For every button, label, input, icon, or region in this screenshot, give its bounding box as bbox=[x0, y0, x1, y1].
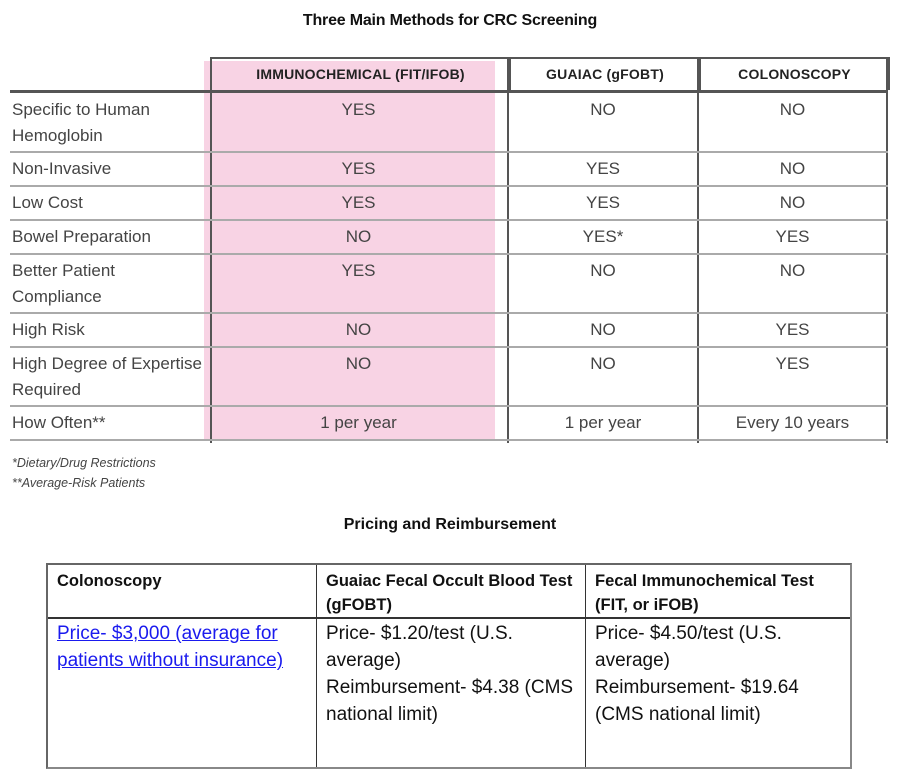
footnote-dietary: *Dietary/Drug Restrictions bbox=[12, 456, 156, 470]
cell-colonoscopy: YES bbox=[775, 320, 810, 339]
table-row bbox=[10, 314, 888, 348]
gfobt-reimbursement: Reimbursement- $4.38 (CMS national limit) bbox=[326, 677, 574, 725]
cell-colonoscopy: YES bbox=[775, 227, 810, 246]
row-label: High Degree of Expertise Required bbox=[12, 354, 202, 399]
cell-colonoscopy: NO bbox=[779, 159, 806, 178]
comparison-title: Three Main Methods for CRC Screening bbox=[302, 12, 598, 29]
cell-immunochemical: YES bbox=[341, 193, 376, 212]
row-label: Specific to Human Hemoglobin bbox=[12, 100, 150, 145]
cell-immunochemical: YES bbox=[341, 261, 376, 280]
cell-guaiac: YES bbox=[585, 193, 621, 212]
row-label: Better Patient Compliance bbox=[12, 261, 116, 306]
pricing-column-gfobt bbox=[316, 565, 585, 767]
row-label: High Risk bbox=[12, 320, 85, 339]
header-divider bbox=[10, 90, 888, 93]
cell-guaiac: NO bbox=[590, 320, 616, 339]
cell-colonoscopy: NO bbox=[779, 261, 806, 280]
comparison-header bbox=[10, 57, 888, 91]
pricing-column-fit bbox=[585, 565, 851, 767]
row-label: Low Cost bbox=[12, 193, 83, 212]
cell-guaiac: NO bbox=[590, 261, 616, 280]
table-row bbox=[10, 348, 888, 407]
table-row bbox=[10, 255, 888, 314]
table-row bbox=[10, 153, 888, 187]
cell-immunochemical: NO bbox=[345, 227, 372, 246]
cell-colonoscopy: Every 10 years bbox=[735, 413, 850, 432]
cell-guaiac: YES* bbox=[582, 227, 624, 246]
comparison-rows bbox=[10, 94, 888, 441]
table-row bbox=[10, 221, 888, 255]
row-label: How Often** bbox=[12, 413, 106, 432]
pricing-column-colonoscopy bbox=[48, 565, 316, 767]
colonoscopy-price-link[interactable]: Price- $3,000 (average for patients without insurance) bbox=[57, 623, 284, 671]
pricing-title: Pricing and Reimbursement bbox=[343, 516, 557, 533]
row-label: Non-Invasive bbox=[12, 159, 112, 178]
fit-price: Price- $4.50/test (U.S. average) bbox=[595, 623, 782, 671]
cell-guaiac: 1 per year bbox=[564, 413, 642, 432]
cell-immunochemical: YES bbox=[341, 159, 376, 178]
footnotes bbox=[12, 453, 156, 493]
cell-immunochemical: NO bbox=[345, 320, 372, 339]
column-header-guaiac: GUAIAC (gFOBT) bbox=[509, 57, 699, 90]
cell-guaiac: NO bbox=[590, 354, 616, 373]
footnote-average-risk: **Average-Risk Patients bbox=[12, 476, 146, 490]
cell-colonoscopy: YES bbox=[775, 354, 810, 373]
cell-colonoscopy: NO bbox=[779, 100, 806, 119]
column-header-colonoscopy: COLONOSCOPY bbox=[699, 57, 890, 90]
cell-guaiac: YES bbox=[585, 159, 621, 178]
cell-colonoscopy: NO bbox=[779, 193, 806, 212]
pricing-header-gfobt: Guaiac Fecal Occult Blood Test (gFOBT) bbox=[326, 572, 573, 614]
table-row bbox=[10, 187, 888, 221]
row-label: Bowel Preparation bbox=[12, 227, 151, 246]
pricing-header-colonoscopy: Colonoscopy bbox=[57, 572, 162, 590]
pricing-table bbox=[46, 563, 852, 769]
cell-immunochemical: YES bbox=[341, 100, 376, 119]
column-header-immunochemical: IMMUNOCHEMICAL (FIT/IFOB) bbox=[210, 57, 509, 90]
pricing-header-divider bbox=[48, 617, 850, 619]
pricing-header-fit: Fecal Immunochemical Test (FIT, or iFOB) bbox=[595, 572, 814, 614]
cell-immunochemical: 1 per year bbox=[320, 413, 397, 432]
cell-guaiac: NO bbox=[590, 100, 616, 119]
cell-immunochemical: NO bbox=[345, 354, 372, 373]
table-row bbox=[10, 94, 888, 153]
gfobt-price: Price- $1.20/test (U.S. average) bbox=[326, 623, 513, 671]
table-row bbox=[10, 407, 888, 441]
fit-reimbursement: Reimbursement- $19.64 (CMS national limit) bbox=[595, 677, 799, 725]
